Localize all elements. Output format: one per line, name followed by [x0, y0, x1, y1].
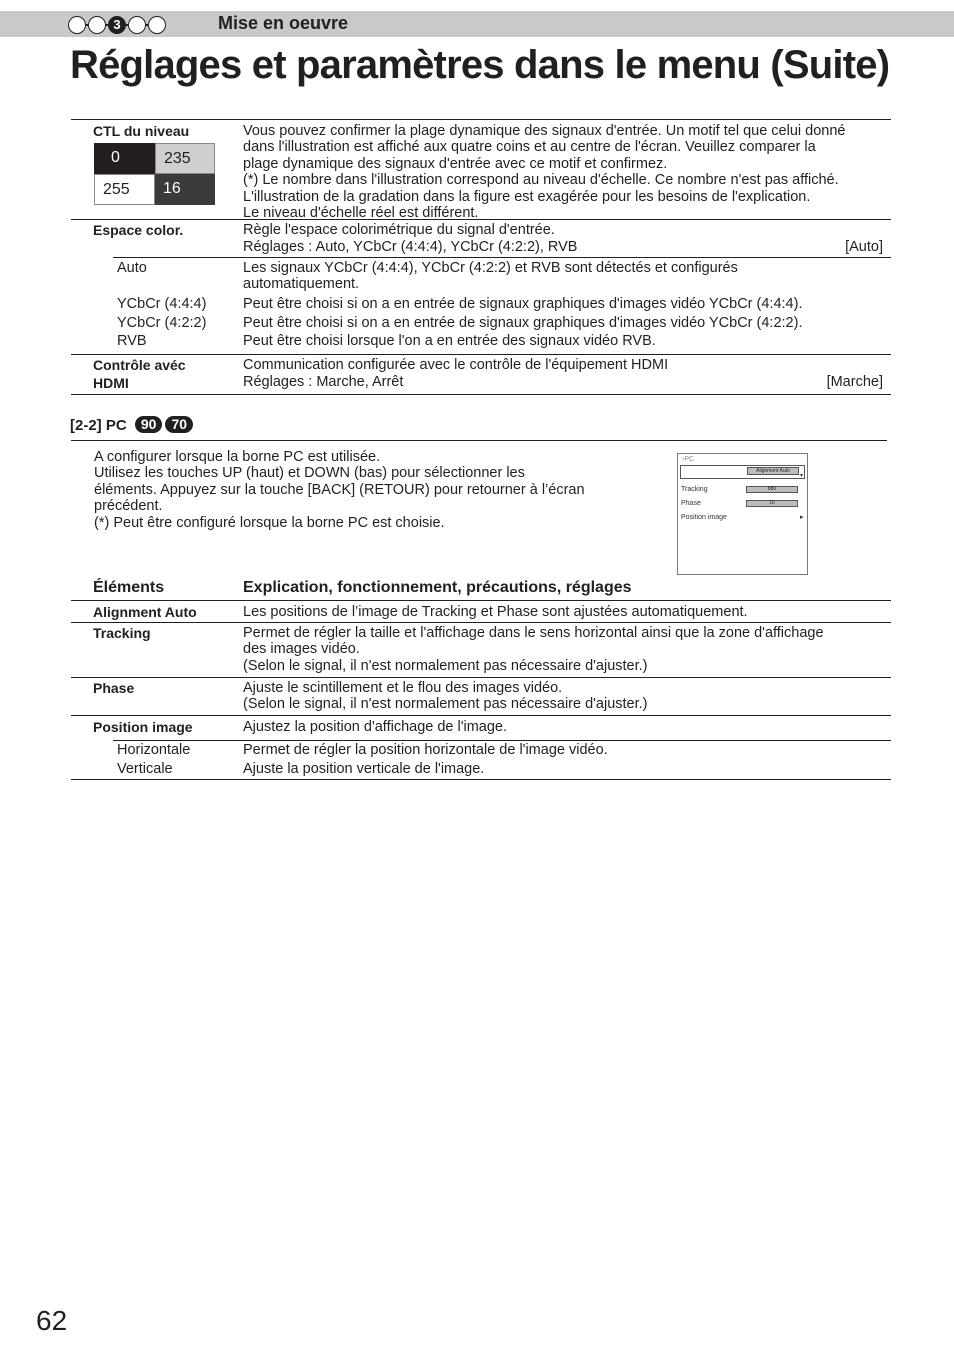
table-rule: [71, 354, 891, 355]
table-rule: [71, 622, 891, 623]
row-text-phase: Ajuste le scintillement et le flou des images vidéo. (Selon le signal, il n'est normalement pas nécessaire d'ajuster.): [243, 680, 648, 713]
espace-desc: Règle l'espace colorimétrique du signal d'entrée.: [243, 222, 555, 238]
option-desc: Peut être choisi si on a en entrée de signaux graphiques d'images vidéo YCbCr (4:2:2).: [243, 315, 803, 331]
sub-item-name: Horizontale: [117, 742, 191, 758]
espace-settings: Réglages : Auto, YCbCr (4:4:4), YCbCr (4:2:2), RVB: [243, 239, 578, 255]
page-number: 62: [36, 1305, 68, 1336]
ctl-description: Vous pouvez confirmer la plage dynamique des signaux d'entrée. Un motif tel que celui donné dans l'illustration est affiché aux quatre coins et au centre de l'écran. Veuillez comparer la plage dynamique des signaux d'entrée avec ce motif et confirmez. (*) Le nombre dans l'illustration correspond au niveau d'échelle. Ce nombre n'est pas affiché. L'illustration de la gradation dans la figure est exagérée pour les besoins de l'explication. Le niveau d'échelle réel est différent.: [243, 123, 846, 222]
espace-label: Espace color.: [93, 222, 184, 238]
hdmi-desc: Communication configurée avec le contrôle de l'équipement HDMI: [243, 357, 669, 373]
hdmi-settings: Réglages : Marche, Arrêt: [243, 374, 404, 390]
step-dot: [148, 16, 166, 34]
row-text-position: Ajustez la position d'affichage de l'image.: [243, 719, 508, 735]
table-rule: [71, 394, 891, 395]
option-name: YCbCr (4:4:4): [117, 296, 207, 312]
option-name: YCbCr (4:2:2): [117, 315, 207, 331]
grid-cell: 0: [94, 143, 155, 174]
step-dot: [128, 16, 146, 34]
triangle-right-icon: ▸: [800, 514, 804, 521]
chapter-step-indicator: [68, 14, 166, 36]
table-rule: [71, 715, 891, 716]
grid-cell: 255: [94, 174, 155, 205]
section-rule: [71, 440, 887, 441]
row-label-tracking: Tracking: [93, 625, 151, 641]
sub-item-text: Permet de régler la position horizontale de l'image vidéo.: [243, 742, 608, 758]
step-dot: [68, 16, 86, 34]
sub-item-name: Verticale: [117, 761, 173, 777]
sub-rule: [113, 257, 891, 258]
alignment-auto-button[interactable]: Alignment Auto: [747, 467, 799, 475]
table-rule: [71, 677, 891, 678]
grid-cell: 16: [155, 174, 215, 205]
espace-default: [Auto]: [845, 239, 883, 255]
pc-intro: A configurer lorsque la borne PC est utilisée. Utilisez les touches UP (haut) et DOWN (bas) pour sélectionner les éléments. Appuyez sur la touche [BACK] (RETOUR) pour retourner à l’écran précédent. (*) Peut être configuré lorsque la borne PC est choisie.: [94, 449, 585, 531]
option-desc: Les signaux YCbCr (4:4:4), YCbCr (4:2:2) et RVB sont détectés et configurés automatiquement.: [243, 260, 738, 293]
table-rule: [71, 119, 891, 120]
row-text-alignment: Les positions de l’image de Tracking et Phase sont ajustées automatiquement.: [243, 604, 748, 620]
option-name: RVB: [117, 333, 147, 349]
phase-slider-value: 16: [769, 500, 775, 506]
menu-phase-label: Phase: [681, 500, 701, 507]
col-header-elements: Éléments: [93, 579, 165, 596]
hdmi-label: Contrôle avéc HDMI: [93, 357, 186, 391]
pc-section-heading: [70, 416, 193, 436]
row-label-phase: Phase: [93, 680, 135, 696]
pc-menu-screen: [677, 453, 808, 575]
option-name: Auto: [117, 260, 147, 276]
row-label-position: Position image: [93, 719, 193, 735]
option-desc: Peut être choisi lorsque l'on a en entrée des signaux vidéo RVB.: [243, 333, 656, 349]
pc-heading-text: [2-2] PC: [70, 417, 127, 434]
menu-title: ›PC: [682, 456, 695, 463]
table-rule: [71, 779, 891, 780]
option-desc: Peut être choisi si on a en entrée de signaux graphiques d'images vidéo YCbCr (4:4:4).: [243, 296, 803, 312]
cursor-icon: ▾: [800, 473, 804, 479]
chevron-right-icon: ›: [682, 456, 685, 463]
row-label-alignment: Alignment Auto: [93, 604, 197, 620]
menu-tracking-label: Tracking: [681, 486, 708, 493]
step-dot: [88, 16, 106, 34]
sub-item-text: Ajuste la position verticale de l'image.: [243, 761, 485, 777]
row-text-tracking: Permet de régler la taille et l'affichage dans le sens horizontal ainsi que la zone d'affichage des images vidéo. (Selon le signal, il n'est normalement pas nécessaire d'ajuster.): [243, 625, 824, 674]
ctl-label: CTL du niveau: [93, 123, 190, 139]
hdmi-default: [Marche]: [826, 374, 883, 390]
table-rule: [71, 219, 891, 220]
model-badge: 70: [165, 416, 193, 433]
col-header-explanation: Explication, fonctionnement, précautions, réglages: [243, 579, 632, 596]
tracking-slider[interactable]: 880: [746, 486, 798, 493]
page-title: Réglages et paramètres dans le menu (Suite): [70, 43, 890, 87]
chapter-title: Mise en oeuvre: [218, 13, 349, 33]
grid-cell: 235: [155, 143, 215, 174]
menu-position-label: Position image: [681, 514, 727, 521]
step-dot-active: 3: [108, 16, 126, 34]
table-rule: [71, 600, 891, 601]
model-badge: 90: [135, 416, 163, 433]
